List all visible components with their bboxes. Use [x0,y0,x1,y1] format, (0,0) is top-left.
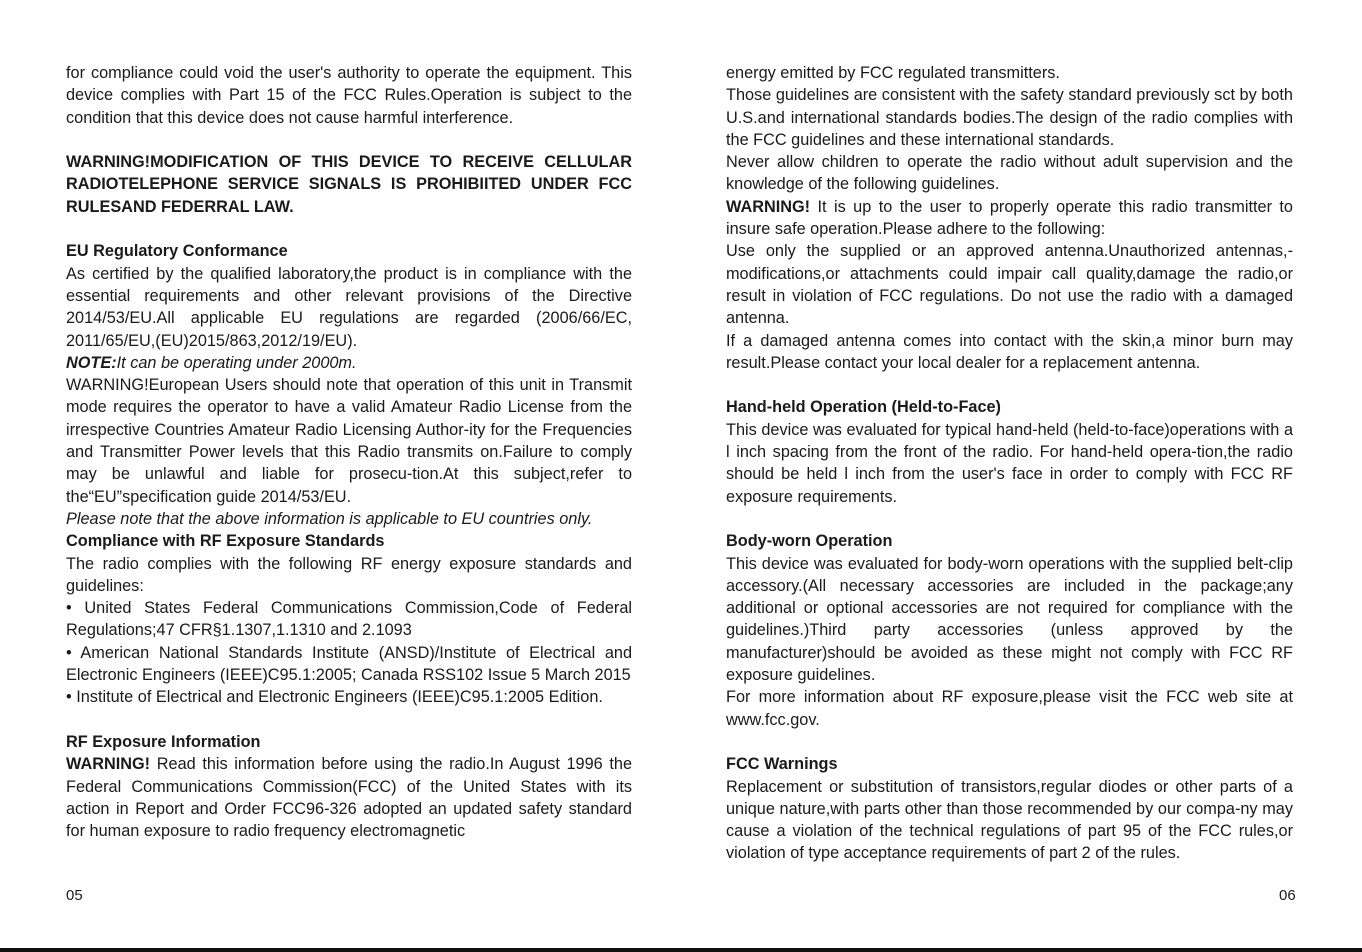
page-number-left: 05 [66,887,83,904]
more-info-paragraph: For more information about RF exposure,please visit the FCC web site at www.fcc.gov. [726,688,1293,729]
user-warning-text: It is up to the user to properly operate this radio transmitter to insure safe operation.Please adhere to the following: [726,197,1293,239]
bullet-fcc: • United States Federal Communications Commission,Code of Federal Regulations;47 CFR§1.1307,1.1310 and 2.1093 [66,599,632,640]
rf-info-heading: RF Exposure Information [66,732,261,751]
intro-paragraph: for compliance could void the user's authority to operate the equipment. This device complies with Part 15 of the FCC Rules.Operation is subject to the condition that this device does not cause harmful interference. [66,64,632,127]
rf-standards-heading: Compliance with RF Exposure Standards [66,532,385,551]
page-number-right: 06 [1279,887,1296,904]
eu-users-warning: WARNING!European Users should note that operation of this unit in Transmit mode requires the operator to have a valid Amateur Radio License from the irrespective Countries Amateur Radio Licensing Author-ity for the Frequencies and Transmitter Power levels that this Radio transmits on.Failure to comply may be unlawful and liable for prosecu-tion.At this subject,refer to the“EU”specification guide 2014/53/EU. [66,376,632,506]
guidelines-paragraph: Those guidelines are consistent with the safety standard previously sct by both U.S.and international standards bodies.The design of the radio complies with the FCC guidelines and these international standards. [726,86,1293,149]
rf-info-warning-label: WARNING! [66,755,151,774]
fcc-warnings-body: Replacement or substitution of transistors,regular diodes or other parts of a unique nature,with parts other than those recommended by our compa-ny may cause a violation of the technical regulations of part 95 of the FCC rules,or violation of type acceptance requirements of part 2 of the rules. [726,777,1293,863]
bodyworn-heading: Body-worn Operation [726,532,893,551]
user-warning-label: WARNING! [726,197,811,216]
rf-info-body-text: Read this information before using the radio.In August 1996 the Federal Communications Commission(FCC) of the United States with its action in Report and Order FCC96-326 adopted an updated safety standard for human exposure to radio frequency electromagnetic [66,755,632,841]
bullet-ansi: • American National Standards Institute (ANSD)/Institute of Electrical and Electronic Engineers (IEEE)C95.1:2005; Canada RSS102 Issue 5 March 2015 [66,643,632,685]
children-paragraph: Never allow children to operate the radio without adult supervision and the knowledge of the following guidelines. [726,153,1293,194]
bodyworn-body: This device was evaluated for body-worn operations with the supplied belt-clip accessory.(All necessary accessories are included in the package;any additional or optional accessories are not required for compliance with the guidelines.)Third party accessories (unless approved by the manufacturer)should be avoided as these might not comply with FCC RF exposure guidelines. [726,554,1293,685]
bottom-border [0,948,1362,952]
fcc-warnings-heading: FCC Warnings [726,755,838,774]
modification-warning: WARNING!MODIFICATION OF THIS DEVICE TO RECEIVE CELLULAR RADIOTELEPHONE SERVICE SIGNALS IS PROHIBIITED UNDER FCC RULESAND FEDERRAL LAW. [66,153,632,216]
antenna-paragraph: Use only the supplied or an approved antenna.Unauthorized antennas,-modifications,or attachments could impair call quality,damage the radio,or result in violation of FCC regulations. Do not use the radio with a damaged antenna. [726,242,1293,328]
rf-standards-intro: The radio complies with the following RF energy exposure standards and guidelines: [66,554,632,595]
note-text: It can be operating under 2000m. [116,353,357,372]
burn-paragraph: If a damaged antenna comes into contact with the skin,a minor burn may result.Please contact your local dealer for a replacement antenna. [726,331,1293,372]
handheld-body: This device was evaluated for typical hand-held (held-to-face)operations with a l inch spacing from the front of the radio. For hand-held opera-tion,the radio should be held l inch from the user's face in order to comply with FCC RF exposure requirements. [726,420,1293,506]
bullet-ieee: • Institute of Electrical and Electronic Engineers (IEEE)C95.1:2005 Edition. [66,688,603,707]
note-paragraph [66,352,632,374]
right-page-column [726,62,1293,865]
left-page-column [66,62,632,842]
eu-regulatory-body: As certified by the qualified laboratory,the product is in compliance with the essential requirements and other relevant provisions of the Directive 2014/53/EU.All applicable EU regulations are regarded (2006/66/EC, 2011/65/EU,(EU)2015/863,2012/19/EU). [66,264,632,350]
rf-info-body [66,753,632,842]
note-label: NOTE: [66,353,117,372]
handheld-heading: Hand-held Operation (Held-to-Face) [726,398,1001,417]
user-warning-paragraph [726,196,1293,241]
eu-regulatory-heading: EU Regulatory Conformance [66,242,288,261]
continuation-line: energy emitted by FCC regulated transmitters. [726,64,1060,82]
eu-only-note: Please note that the above information is applicable to EU countries only. [66,509,593,528]
